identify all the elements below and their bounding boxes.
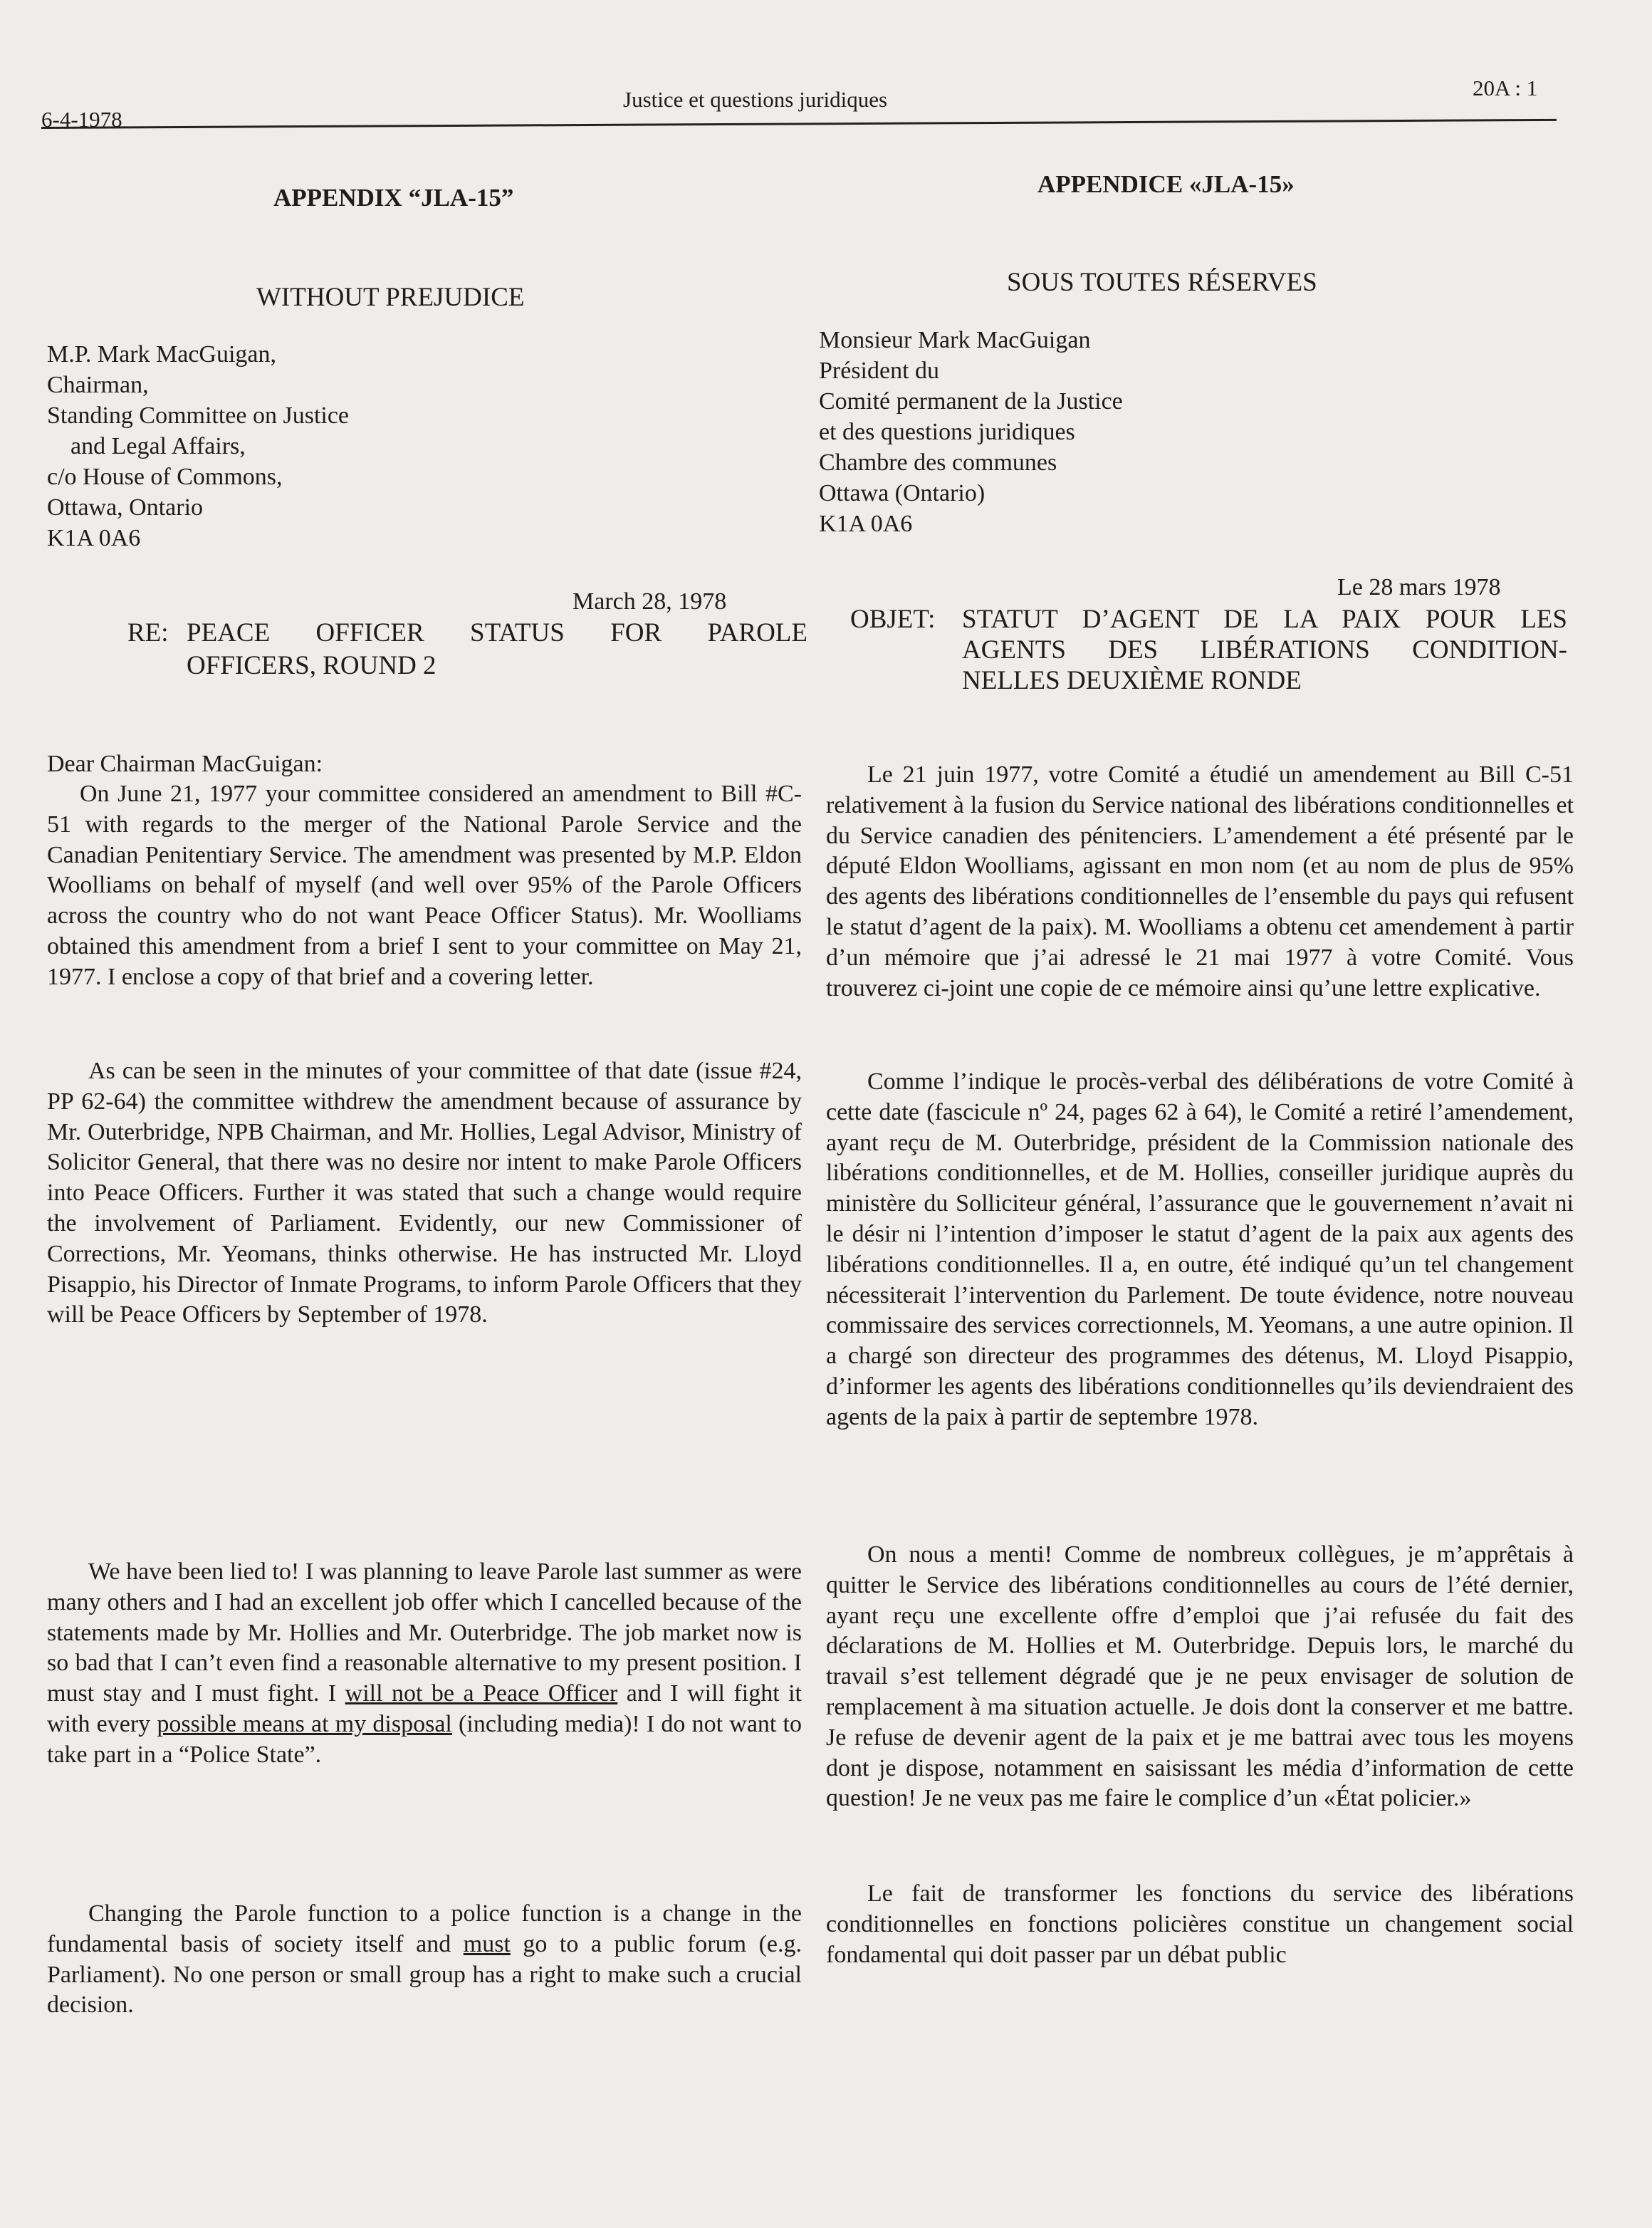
address-line: K1A 0A6 <box>47 525 141 551</box>
p3-text-a: We have been lied to! I was planning to leave Parole last summer as were many others and I had an excellent job offer which I cancelled because of the statements made by Mr. Hollies and Mr. Outerbridge. The job market now is so bad that I can’t even find a reasonable alternative to my present position. I must stay and I must fight. I <box>47 1558 802 1707</box>
subject-label-en: RE: <box>127 618 169 647</box>
paragraph-3-en <box>47 1557 802 1771</box>
header-page-number: 20A : 1 <box>1473 76 1538 100</box>
header-title: Justice et questions juridiques <box>623 87 888 112</box>
appendix-title-en: APPENDIX “JLA-15” <box>273 184 514 212</box>
appendix-title-fr: APPENDICE «JLA-15» <box>1037 170 1295 198</box>
paragraph-2-en: As can be seen in the minutes of your committee of that date (issue #24, PP 62-64) the committee withdrew the amendment because of assurance by Mr. Outerbridge, NPB Chairman, and Mr. Hollies, Legal Advisor, Ministry of Solicitor General, that there was no desire nor intent to make Parole Officers into Peace Officers. Further it was stated that such a change would require the involvement of Parliament. Evidently, our new Commissioner of Corrections, Mr. Yeomans, thinks otherwise. He has instructed Mr. Lloyd Pisappio, his Director of Inmate Programs, to inform Parole Officers that they will be Peace Officers by September of 1978. <box>47 1058 802 1328</box>
address-line: Comité permanent de la Justice <box>819 388 1123 415</box>
subject-label-fr: OBJET: <box>850 605 936 634</box>
address-fr <box>819 325 1123 539</box>
address-line: and Legal Affairs, <box>70 433 246 459</box>
p4-text-a: Changing the Parole function to a police function is a change in the fundamental basis of society itself and <box>47 1900 802 1957</box>
address-line: Ottawa, Ontario <box>47 494 204 521</box>
without-prejudice-fr: SOUS TOUTES RÉSERVES <box>1007 268 1317 297</box>
p4-text-b: go to a public forum (e.g. Parliament). No one person or small group has a right to make such a crucial decision. <box>47 1930 803 2019</box>
address-line: Président du <box>819 358 940 384</box>
p3-text-b: and I will fight it with every <box>47 1680 802 1737</box>
subject-line1-en: PEACE OFFICER STATUS FOR PAROLE <box>187 618 807 647</box>
subject-line2-fr: AGENTS DES LIBÉRATIONS CONDITION- <box>962 635 1567 665</box>
subject-line2-en: OFFICERS, ROUND 2 <box>187 651 436 680</box>
paragraph-4-en <box>47 1899 802 2021</box>
address-line: Monsieur Mark MacGuigan <box>819 327 1091 353</box>
address-line: K1A 0A6 <box>819 511 913 537</box>
paragraph-1-fr: Le 21 juin 1977, votre Comité a étudié un amendement au Bill C-51 relativement à la fusion du Service national des libérations conditionnelles et du Service canadien des pénitenciers. L’amendement a été présenté par le député Eldon Woolliams, agissant en mon nom (et au nom de plus de 95% des agents des libérations conditionnelles de l’ensemble du pays qui refusent le statut d’agent de la paix). M. Woolliams a obtenu cet amendement à partir d’un mémoire que j’ai adressé le 21 mai 1977 à votre Comité. Vous trouverez ci-joint une copie de ce mémoire ainsi qu’une lettre explicative. <box>826 761 1574 1001</box>
address-en <box>47 339 349 553</box>
address-line: c/o House of Commons, <box>47 464 283 490</box>
address-line: M.P. Mark MacGuigan, <box>47 341 277 368</box>
paragraph-3-fr: On nous a menti! Comme de nombreux collègues, je m’apprêtais à quitter le Service des libérations conditionnelles au cours de l’été dernier, ayant reçu une excellente offre d’emploi que j’ai refusée du fait des déclarations de M. Hollies et M. Outerbridge. Depuis lors, le marché du travail s’est tellement dégradé que je ne peux envisager de solution de remplacement à ma situation actuelle. Je dois dont la conserver et me battre. Je refuse de devenir agent de la paix et je me battrai avec tous les moyens dont je dispose, notamment en saisissant les média d’information de cette question! Je ne veux pas me faire le complice d’un «État policier.» <box>826 1541 1574 1812</box>
address-line: Ottawa (Ontario) <box>819 480 986 506</box>
without-prejudice-en: WITHOUT PREJUDICE <box>256 283 525 312</box>
paragraph-4-fr: Le fait de transformer les fonctions du service des libérations conditionnelles en fonctions policières constitue un changement social fondamental qui doit passer par un débat public <box>826 1880 1574 1968</box>
p4-underline: must <box>463 1930 511 1957</box>
p3-underline-1: will not be a Peace Officer <box>345 1680 618 1707</box>
header-date: 6-4-1978 <box>41 107 122 132</box>
address-line: Chairman, <box>47 372 149 398</box>
address-line: et des questions juridiques <box>819 419 1075 445</box>
salutation-en: Dear Chairman MacGuigan: <box>47 751 323 777</box>
header-rule <box>41 119 1557 129</box>
p3-text-c: (including media)! I do not want to take part in a “Police State”. <box>47 1710 802 1768</box>
letter-date-en: March 28, 1978 <box>573 588 727 615</box>
address-line: Standing Committee on Justice <box>47 402 350 429</box>
address-line: Chambre des communes <box>819 449 1057 476</box>
subject-line3-fr: NELLES DEUXIÈME RONDE <box>962 666 1302 695</box>
subject-line1-fr: STATUT D’AGENT DE LA PAIX POUR LES <box>962 605 1567 634</box>
letter-date-fr: Le 28 mars 1978 <box>1337 574 1501 600</box>
paragraph-1-en: On June 21, 1977 your committee considered an amendment to Bill #C-51 with regards to the merger of the National Parole Service and the Canadian Penitentiary Service. The amendment was presented by M.P. Eldon Woolliams on behalf of myself (and well over 95% of the Parole Officers across the country who do not want Peace Officer Status). Mr. Woolliams obtained this amendment from a brief I sent to your committee on May 21, 1977. I enclose a copy of that brief and a covering letter. <box>47 781 802 990</box>
p3-underline-2: possible means at my disposal <box>157 1710 452 1737</box>
paragraph-2-fr: Comme l’indique le procès-verbal des délibérations de votre Comité à cette date (fascicule nº 24, pages 62 à 64), le Comité a retiré l’amendement, ayant reçu de M. Outerbridge, président de la Commission nationale des libérations conditionnelles, et de M. Hollies, conseiller juridique auprès du ministère du Solliciteur général, l’assurance que le gouvernement n’avait ni le désir ni l’intention d’imposer le statut d’agent de la paix aux agents des libérations conditionnelles. Il a, en outre, été indiqué qu’un tel changement nécessiterait l’intervention du Parlement. De toute évidence, notre nouveau commissaire des services correctionnels, M. Yeomans, a une autre opinion. Il a chargé son directeur des programmes des détenus, M. Lloyd Pisappio, d’informer les agents des libérations conditionnelles qu’ils deviendraient des agents de la paix à partir de septembre 1978. <box>826 1068 1574 1430</box>
